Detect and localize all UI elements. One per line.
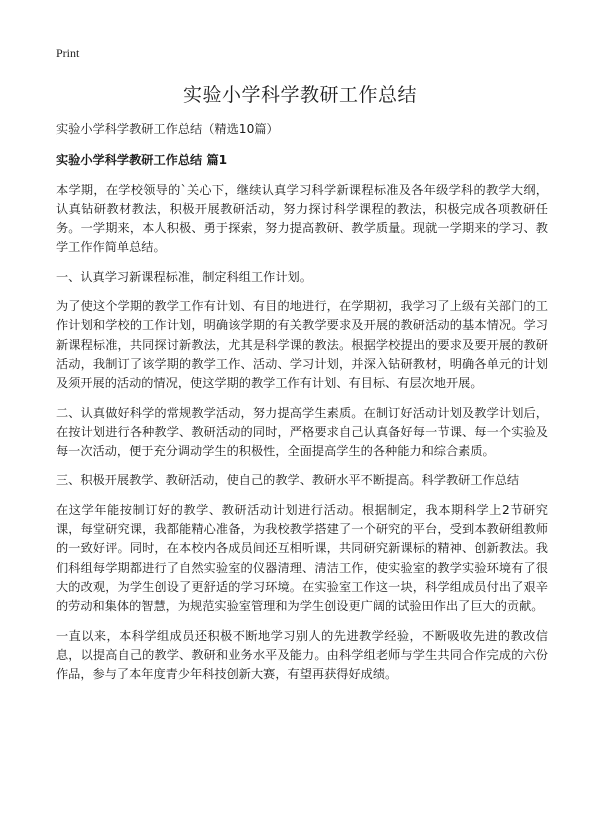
paragraph-intro: 本学期，在学校领导的`关心下，继续认真学习科学新课程标准及各年级学科的教学大纲，认真钻研教材教法，积极开展教研活动，努力探讨科学课程的教法，积极完成各项教研任务。一学期来，本人积极、勇于探索，努力提高教研、教学质量。现就一学期来的学习、教学工作作简单总结。 [56, 182, 548, 255]
section-heading: 实验小学科学教研工作总结 篇1 [56, 153, 228, 168]
paragraph-point-3-body: 在这学年能按制订好的教学、教研活动计划进行活动。根据制定，我本期科学上2节研究课，每堂研究课，我都能精心准备，为我校教学搭建了一个研究的平台，受到本教研组教师的一致好评。同时，在本校内各成员间还互相听课，共同研究新课标的精神、创新教法。我们科组每学期都进行了自然实验室的仪器清理、清洁工作，使实验室的教学实验环境有了很大的改观，为学生创设了更舒适的学习环境。在实验室工作这一块，科学组成员付出了艰辛的劳动和集体的智慧，为规范实验室管理和为学生创设更广阔的试验田作出了巨大的贡献。 [56, 502, 548, 614]
paragraph-point-3-heading: 三、积极开展教学、教研活动，使自己的教学、教研水平不断提高。科学教研工作总结 [56, 473, 520, 488]
paragraph-point-1-heading: 一、认真学习新课程标准，制定科组工作计划。 [56, 269, 312, 284]
print-link[interactable]: Print [56, 46, 80, 60]
paragraph-closing: 一直以来，本科学组成员还积极不断地学习别人的先进教学经验，不断吸收先进的教改信息，以提高自己的教学、教研和业务水平及能力。由科学组老师与学生共同合作完成的六份作品，参与了本年度青少年科技创新大赛，有望再获得好成绩。 [56, 628, 548, 682]
subtitle: 实验小学科学教研工作总结（精选10篇） [56, 122, 279, 136]
paragraph-point-1-body: 为了使这个学期的教学工作有计划、有目的地进行，在学期初，我学习了上级有关部门的工作计划和学校的工作计划，明确该学期的有关教学要求及开展的教研活动的基本情况。学习新课程标准，共同探讨新教法，尤其是科学课的教法。根据学校提出的要求及要开展的教研活动，我制订了该学期的教学工作、活动、学习计划，并深入钻研教材，明确各单元的计划及须开展的活动的情况，使这学期的教学工作有计划、有目标、有层次地开展。 [56, 299, 548, 391]
page-title: 实验小学科学教研工作总结 [182, 84, 417, 106]
article-body [56, 120, 548, 694]
paragraph-point-2: 二、认真做好科学的常规教学活动，努力提高学生素质。在制订好活动计划及教学计划后，在按计划进行各种教学、教研活动的同时，严格要求自己认真备好每一节课、每一个实验及每一次活动，便于充分调动学生的积极性，全面提高学生的各种能力和综合素质。 [56, 405, 548, 459]
